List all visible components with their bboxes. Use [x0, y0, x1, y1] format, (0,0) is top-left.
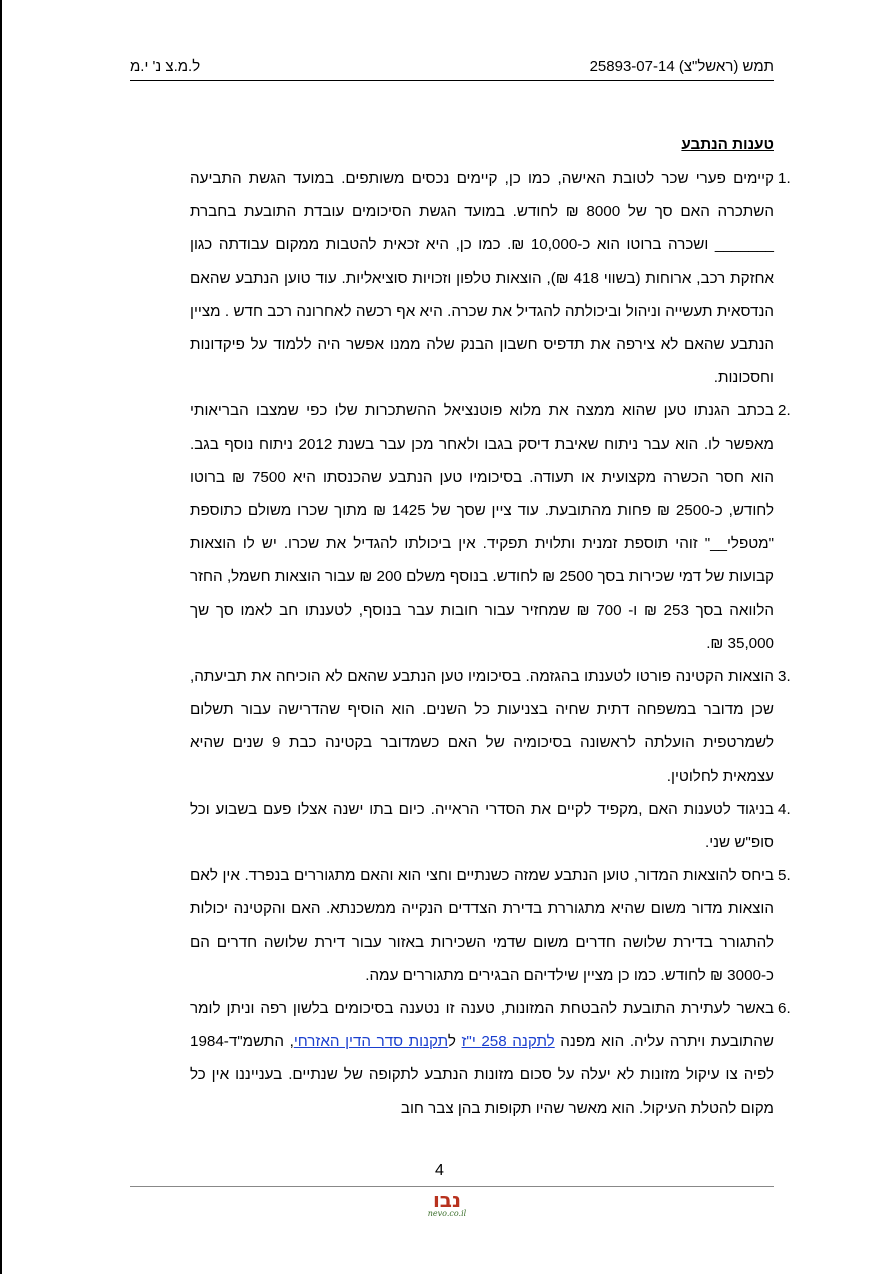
page-header — [130, 58, 774, 81]
logo-domain: nevo.co.il — [427, 1209, 467, 1218]
item-number: 3. — [778, 668, 791, 686]
list-item — [190, 793, 791, 859]
list-item — [190, 859, 791, 992]
item-text-start: באשר לעתירת התובעת להבטחת המזונות, טענה זו נטענה בסיכומים בלשון רפה וניתן לומר שהתובעת ויתרה עליה. הוא מפנה — [190, 1000, 774, 1051]
nevo-logo[interactable] — [412, 1188, 482, 1218]
logo-wordmark: נבו — [432, 1188, 462, 1212]
footer-divider — [130, 1186, 774, 1187]
party-initials: ל.מ.צ נ' י.מ — [130, 58, 201, 75]
civil-procedure-regulations-link[interactable]: תקנות סדר הדין האזרחי — [293, 1033, 449, 1051]
section-title: טענות הנתבע — [681, 136, 774, 153]
item-text: בכתב הגנתו טען שהוא ממצה את מלוא פוטנציאל ההשתכרות שלו כפי שמצבו הבריאותי מאפשר לו. הוא עבר ניתוח שאיבת דיסק בגבו ולאחר מכן עבר בשנת 2012 ניתוח נוסף בגב. הוא חסר הכשרה מקצועית או תעודה. בסיכומיו טען הנתבע שהכנסתו היא 7500 ₪ ברוטו לחודש, כ-2500 ₪ פחות מהתובעת. עוד ציין שסך של 1425 ₪ מתוך שכרו משולם כתוספת "מטפלי__" זוהי תוספת זמנית ותלוית תפקיד. אין ביכולתו להגדיל את שכרו. יש לו הוצאות קבועות של דמי שכירות בסך 2500 ₪ לחודש. בנוסף משלם 200 ₪ עבור הוצאות חשמל, החזר הלוואה בסך 253 ₪ ו- 700 ₪ שמחזיר עבור חובות עבר בנוסף, לטענתו חב לאמו סך שך 35,000 ₪. — [190, 402, 775, 652]
page-number: 4 — [435, 1162, 444, 1179]
item-text: ביחס להוצאות המדור, טוען הנתבע שמזה כשנתיים וחצי הוא והאם מתגוררים בנפרד. אין לאם הוצאות מדור משום שהיא מתגוררת בדירת הצדדים הנקייה ממשכנתא. האם והקטינה יכולות להתגורר בדירת שלושה חדרים משום שדמי השכירות באזור עבור דירת שלושה חדרים הם כ-3000 ₪ לחודש. כמו כן מציין שילדיהם הבגירים מתגוררים עמה. — [190, 867, 774, 984]
document-body — [190, 128, 791, 1125]
regulation-258-link[interactable]: לתקנה 258 י"ז — [461, 1033, 555, 1051]
list-item — [190, 394, 791, 660]
list-item — [190, 162, 791, 394]
item-number: 6. — [778, 1000, 791, 1018]
item-text — [190, 992, 774, 1125]
item-text-connector: ל — [448, 1033, 462, 1051]
item-number: 5. — [778, 867, 791, 885]
item-number: 1. — [778, 170, 791, 187]
item-text: בניגוד לטענות האם ,מקפיד לקיים את הסדרי הראייה. כיום בתו ישנה אצלו פעם בשבוע וכל סופ"ש שני. — [190, 800, 774, 852]
case-number: תמש (ראשל"צ) 25893-07-14 — [589, 58, 774, 75]
item-text: קיימים פערי שכר לטובת האישה, כמו כן, קיימים נכסים משותפים. במועד הגשת התביעה השתכרה האם סך של 8000 ₪ לחודש. במועד הגשת הסיכומים עובדת התובעת בחברת _______ ושכרה ברוטו הוא כ-10,000 ₪. כמו כן, היא זכאית להטבות ממקום עבודתה כגון אחזקת רכב, ארוחות (בשווי 418 ₪), הוצאות טלפון וזכויות סוציאליות. עוד טוען הנתבע שהאם הנדסאית תעשייה וניהול וביכולתה להגדיל את שכרה. היא אף רכשה לאחרונה רכב חדש . מציין הנתבע שהאם לא צירפה את תדפיס חשבון הבנק שלה ממנו אפשר היה ללמוד על פיקדונות וחסכונות. — [190, 170, 775, 387]
item-text: הוצאות הקטינה פורטו לטענתו בהגזמה. בסיכומיו טען הנתבע שהאם לא הוכיחה את תביעתה, שכן מדובר במשפחה דתית שחיה בצניעות כל השנים. הוא הוסיף שהדרישה עבור תשלום לשמרטפית הועלתה לראשונה בסיכומיה של האם כשמדובר בקטינה כבת 9 שנים שהיא עצמאית לחלוטין. — [190, 668, 774, 785]
item-number: 2. — [778, 402, 791, 420]
list-item — [190, 660, 791, 793]
item-number: 4. — [778, 800, 791, 818]
list-item — [190, 992, 791, 1125]
item-text-end: , התשמ"ד-1984 לפיה צו עיקול מזונות לא יעלה על סכום מזונות הנתבע לתקופה של שנתיים. בענייננו אין כל מקום להטלת העיקול. הוא מאשר שהיו תקופות בהן צבר חוב — [190, 1033, 774, 1117]
page-left-border — [0, 0, 2, 1274]
claims-list — [190, 162, 791, 1125]
